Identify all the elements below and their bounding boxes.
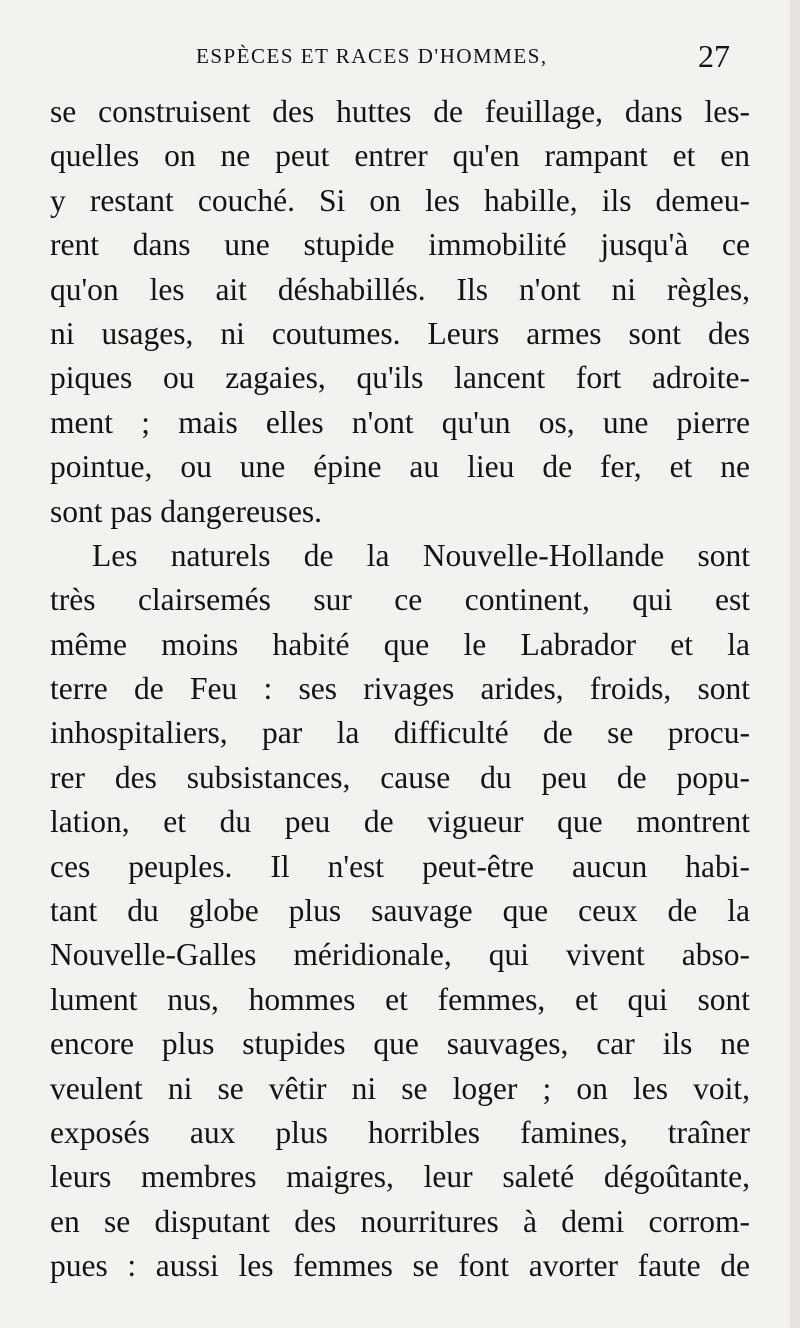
body-text xyxy=(50,90,750,1289)
text-line: terre de Feu : ses rivages arides, froids, sont xyxy=(50,671,750,707)
text-line: rer des subsistances, cause du peu de popu- xyxy=(50,759,750,795)
page-number: 27 xyxy=(698,38,730,74)
text-line: veulent ni se vêtir ni se loger ; on les voit, xyxy=(50,1070,750,1106)
page-header xyxy=(0,40,800,80)
text-line: même moins habité que le Labrador et la xyxy=(50,626,750,662)
running-title: ESPÈCES ET RACES D'HOMMES, xyxy=(196,44,548,68)
text-line: rent dans une stupide immobilité jusqu'à ce xyxy=(50,227,750,263)
page-edge xyxy=(790,0,800,1328)
text-line: tant du globe plus sauvage que ceux de la xyxy=(50,893,750,929)
text-line: ment ; mais elles n'ont qu'un os, une pierre xyxy=(50,404,750,440)
text-line: pointue, ou une épine au lieu de fer, et ne xyxy=(50,449,750,485)
text-line: qu'on les ait déshabillés. Ils n'ont ni règles, xyxy=(50,271,750,307)
text-line: pues : aussi les femmes se font avorter faute de xyxy=(50,1248,750,1284)
text-line: piques ou zagaies, qu'ils lancent fort adroite- xyxy=(50,360,750,396)
text-line: lument nus, hommes et femmes, et qui sont xyxy=(50,981,750,1017)
text-line: très clairsemés sur ce continent, qui est xyxy=(50,582,750,618)
text-line: sont pas dangereuses. xyxy=(50,493,323,529)
text-line: se construisent des huttes de feuillage, dans les- xyxy=(50,94,750,129)
text-line: ni usages, ni coutumes. Leurs armes sont des xyxy=(50,315,750,351)
text-line: inhospitaliers, par la difficulté de se procu- xyxy=(50,715,750,751)
text-line: exposés aux plus horribles famines, traîner xyxy=(50,1114,750,1150)
text-line: lation, et du peu de vigueur que montrent xyxy=(50,804,750,840)
paragraph-first-line: Les naturels de la Nouvelle-Hollande sont xyxy=(92,537,750,573)
text-line: en se disputant des nourritures à demi corrom- xyxy=(50,1203,750,1239)
text-line: ces peuples. Il n'est peut-être aucun habi- xyxy=(50,848,750,884)
text-line: y restant couché. Si on les habille, ils demeu- xyxy=(50,182,750,218)
text-line: Nouvelle-Galles méridionale, qui vivent abso- xyxy=(50,937,750,973)
text-line: encore plus stupides que sauvages, car ils ne xyxy=(50,1026,750,1062)
text-line: leurs membres maigres, leur saleté dégoûtante, xyxy=(50,1159,750,1195)
text-line: quelles on ne peut entrer qu'en rampant et en xyxy=(50,138,750,174)
